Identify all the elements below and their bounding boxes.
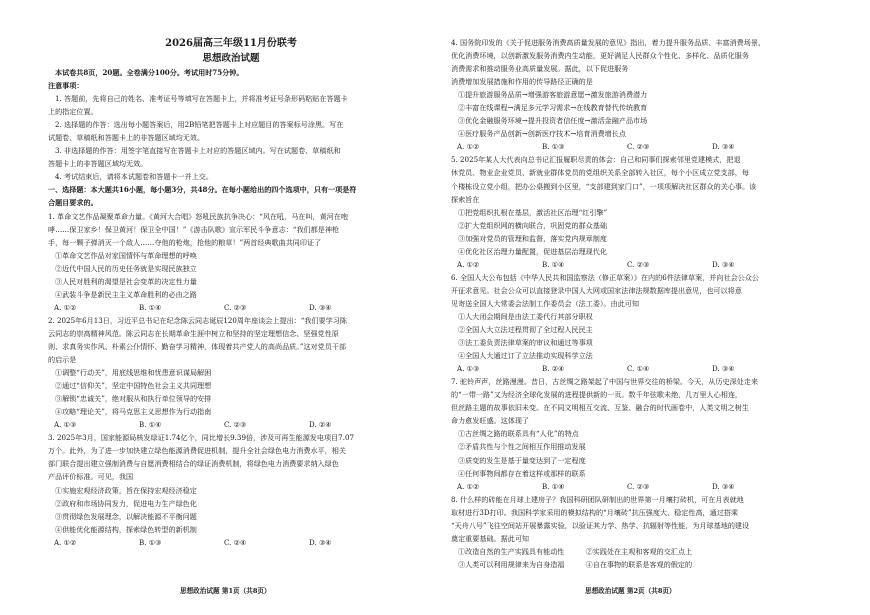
question-line: ④武装斗争是新民主主义革命胜利的必由之路 [55, 289, 197, 299]
question-1 [451, 36, 843, 153]
question-line: ②全国人大立法过程贯彻了全过程人民民主 [458, 325, 593, 335]
question-line: 的启示是 [48, 355, 77, 365]
question-line: 3. 2025年3月，国家能源局核发绿证1.74亿个，同比增长9.39倍，涉及可再生能源发电项目7.07 [48, 433, 354, 443]
answer-options [451, 480, 843, 493]
question-line: 2. 2025年6月13日，习近平总书记在纪念陈云同志诞辰120周年座谈会上提出：“我们要学习陈 [48, 315, 347, 325]
question-line: 1. 革命文艺作品凝聚革命力量。《黄河大合唱》怒吼民族抗争决心：“风在吼，马在叫，黄河在咆 [48, 211, 348, 221]
question-line: ①调整“行动关”，用底线思维和忧患意识谋局解困 [55, 368, 212, 378]
question-line: 探索旨在 [451, 194, 480, 204]
answer-option: A. ①② [457, 142, 480, 152]
question-line: ③人类可以利用规律来为自身造福 ④自在事物的联系是客观的假定的 [458, 559, 693, 569]
question-line: 则、求真务实作风、朴素公仆情怀、勤奋学习精神，体现着共产党人的高尚品质。”这对党员干部 [48, 341, 347, 351]
answer-option: B. ②④ [542, 364, 565, 374]
question-line: 优化消费环境，以创新激发服务消费内生动能，更好满足人民群众个性化、多样化、品质化服务 [451, 51, 749, 61]
answer-option: B. ①④ [542, 481, 565, 491]
question-line: ③优化金融服务环境→提升投资者信任度→激活金融产品市场 [458, 116, 648, 126]
question-line: ③人民对胜利的渴望是社会变革的决定性力量 [55, 276, 197, 286]
question-line: ③贯彻绿色发展理念，以解决能源不平衡问题 [55, 511, 197, 521]
question-line: 见寄送全国人大常委会法制工作委员会（法工委）。由此可知 [451, 298, 639, 308]
question-line: 5. 2025年某人大代表向总书记汇报履职尽责的体会：自己和同事们探索邻里党建模式，把退 [451, 155, 741, 165]
question-line: ④优化社区治理力量配置，促进基层治理现代化 [458, 246, 607, 256]
question-line: ①实施宏观经济政策，旨在保持宏观经济稳定 [55, 485, 197, 495]
question-line: ③加强对党员的管理和监督，落实党内规章制度 [458, 233, 607, 243]
answer-option: A. ①② [54, 302, 77, 312]
question-line: ①革命文艺作品对家国情怀与革命理想的呼唤 [55, 250, 197, 260]
question-4 [451, 375, 843, 492]
notes-header: 注意事项： [48, 81, 84, 91]
notes-list [48, 92, 414, 183]
question-1 [48, 210, 414, 314]
note-line: 上的指定位置。 [48, 107, 98, 117]
answer-option: C. ②③ [627, 259, 650, 269]
question-line: 万个。此外，为了进一步加快建立绿色能源消费促进机制，提升全社会绿色电力消费水平，相关 [48, 446, 346, 456]
question-line: 哮……保卫家乡！保卫黄河！保卫全中国！”《游击队歌》宣示军民斗争意志：“我们都是神枪 [48, 224, 340, 234]
answer-option: D. ③④ [309, 537, 332, 547]
answer-option: D. ③④ [712, 364, 735, 374]
answer-option: D. ③④ [712, 259, 735, 269]
question-line: 取材进行3D打印。我国科学家采用的模拟结构的“月壤砖”抗压强度大、稳定性高，通过搭乘 [451, 507, 739, 517]
question-line: ④任何事物间都存在着这样或那样的联系 [458, 468, 586, 478]
answer-option: B. ①④ [542, 259, 565, 269]
note-line: 试题卷、草稿纸和答题卡上的非答题区域均无效。 [48, 133, 205, 143]
answer-option: D. ③④ [309, 302, 332, 312]
answer-options [48, 536, 414, 549]
question-3 [451, 271, 843, 375]
question-list [451, 36, 843, 571]
question-line: ③解锁“忠诚关”，绝对服从和执行单位领导的安排 [55, 394, 212, 404]
answer-option: A. ①② [457, 481, 480, 491]
question-line: 的“一带一路”又为经济全球化发展的进程提供新的一页。数千年弦歌未绝，几万里人心相连， [451, 390, 743, 400]
answer-option: C. ②④ [224, 537, 247, 547]
question-line: 7. 驼铃声声，丝路漫漫。昔日，古丝绸之路架起了中国与世界交往的桥梁。今天，从历史深处走来 [451, 377, 758, 387]
answer-option: D. ③④ [712, 142, 735, 152]
question-line: 消费增加发展措施和作用的传导路径正确的是 [451, 77, 593, 87]
question-line: ②矛盾共性与个性之间相互作用推动发展 [458, 442, 586, 452]
question-line: ①提升旅游服务品质→增强游客旅游意愿→激发旅游消费潜力 [458, 90, 648, 100]
question-5 [451, 493, 843, 571]
question-2 [48, 314, 414, 431]
question-line: 开征求意见。社会公众可以直接登录中国人大网或国家法律法规数据库提出意见，也可以将意 [451, 285, 742, 295]
page-2 [435, 0, 870, 615]
page-footer: 思想政治试题 第1页（共8页） [180, 587, 271, 595]
answer-option: A. ①③ [457, 364, 480, 374]
answer-options [451, 140, 843, 153]
question-line: ④供能优化能源结构，探索绿色转型的新机制 [55, 524, 197, 534]
question-line: ①古丝绸之路的联系具有“人化”的特点 [458, 429, 579, 439]
question-line: ②政府和市场协同发力，促进电力生产绿色化 [55, 498, 197, 508]
section-one-heading-2: 合题目要求的。 [48, 198, 98, 208]
page-footer: 思想政治试题 第2页（共8页） [585, 587, 676, 595]
question-line: ④全国人大通过订了立法推动实现科学立法 [458, 351, 593, 361]
question-line: 4. 国务院印发的《关于促进服务消费高质量发展的意见》指出，着力提升服务品质、丰富消费场景、 [451, 38, 766, 47]
question-line: 手，每一颗子弹消灭一个敌人……夺他的枪炮，抢他的粮草！”两首经典歌曲共同印证了 [48, 237, 322, 247]
exam-subject: 思想政治试题 [202, 53, 260, 64]
question-line: 消费需求和推动服务业高质量发展。据此，以下促进服务 [451, 64, 629, 74]
note-line: 4. 考试结束后，请将本试题卷和答题卡一并上交。 [55, 172, 213, 182]
question-line: 6. 全国人大公布包括《中华人民共和国监察法（修正草案）》在内的6件法律草案，并向社会公众公 [451, 272, 759, 282]
question-line: ④医疗服务产品创新→创新医疗技术→培育消费增长点 [458, 129, 626, 139]
section-one-heading: 一、选择题：本大题共16小题，每小题3分，共48分。在每小题给出的四个选项中，只有一项是符 [48, 185, 357, 195]
note-line: 答题卡上的非答题区域均无效。 [48, 159, 148, 169]
question-line: 产品评价标准。可见，我国 [48, 472, 134, 482]
note-line: 2. 选择题的作答：选出每小题答案后，用2B铅笔把答题卡上对应题目的答案标号涂黑。写在 [55, 120, 344, 130]
question-line: ③法工委负责法律草案的审议和通过等事项 [458, 338, 593, 348]
question-2 [451, 153, 843, 270]
question-line: “天舟八号”飞往空间站开展暴露实验，以验证其力学、热学、抗辐射等性能，为月球基地的建设 [451, 520, 750, 530]
question-line: ②通过“信仰关”，坚定中国特色社会主义共同理想 [55, 381, 212, 391]
question-line: ②扩大党组织网的横向联合，巩固党的群众基础 [458, 220, 607, 230]
question-line: ②近代中国人民的历史任务就是实现民族独立 [55, 263, 197, 273]
exam-title: 2026届高三年级11月份联考 [165, 38, 297, 49]
question-line: 8. 什么样的砖能在月球上建房子？我国科研团队研制出的世界第一月壤打砖机，可在月表就地 [451, 494, 744, 504]
answer-option: C. ②③ [224, 302, 247, 312]
note-line: 1. 答题前，先将自己的姓名、准考证号等填写在答题卡上，并将准考证号条形码粘贴在答题卡 [55, 94, 348, 104]
answer-option: C. ②③ [224, 420, 247, 430]
answer-option: B. ①③ [542, 142, 565, 152]
question-line: 个楼栋设立党小组，把办公桌搬到小区里，“支部建到家门口”，一项项解决社区群众的关心事。该 [451, 181, 757, 191]
question-line: ①人大闭会期间是由法工委代行其部分职权 [458, 311, 593, 321]
question-line: 休党员、物业企业党员、新就业群体党员的党组织关系全部转入社区，每个小区成立党支部，每 [451, 168, 749, 178]
answer-option: B. ①④ [139, 420, 162, 430]
answer-option: D. ③④ [712, 481, 735, 491]
question-line: ①把党组织扎根在基层，激活社区治理“红引擎” [458, 207, 608, 217]
question-line: 命力愈发旺盛。这体现了 [451, 416, 530, 426]
exam-info: 本试卷共8页，20题。全卷满分100分。考试用时75分钟。 [55, 68, 244, 77]
answer-option: C. ②③ [627, 481, 650, 491]
question-3 [48, 431, 414, 548]
question-line: ①改造自然的生产实践具有能动性 ②实践处在主观和客观的交汇点上 [458, 546, 693, 556]
note-line: 3. 非选择题的作答：用签字笔直接写在答题卡上对应的答题区域内。写在试题卷、草稿纸和 [55, 146, 341, 156]
answer-option: A. ①② [457, 259, 480, 269]
page-2-content [451, 36, 843, 571]
answer-options [451, 258, 843, 271]
answer-option: C. ②③ [627, 142, 650, 152]
question-line: 但丝路主题的故事依旧未变。在不同文明相互交流、互鉴、融合的时代画卷中，人类文明之树生 [451, 403, 749, 413]
question-line: ③质变的发生是基于量变达到了一定程度 [458, 455, 586, 465]
page-1-content [48, 36, 414, 549]
question-line: 云同志的崇高精神风范。陈云同志在长期革命生涯中树立和坚持的坚定理想信念、坚强党性原 [48, 328, 339, 338]
answer-option: C. ①④ [627, 364, 650, 374]
question-line: ④攻略“理论关”，将马克思主义思想作为行动指南 [55, 407, 212, 417]
answer-options [451, 362, 843, 375]
answer-options [48, 301, 414, 314]
question-line: 部门联合提出建立强制消费与自愿消费相结合的绿证消费机制，将绿色电力消费要求纳入绿色 [48, 459, 339, 469]
answer-options [48, 418, 414, 431]
question-line: 奠定重要基础。据此可知 [451, 533, 530, 543]
answer-option: B. ①④ [139, 302, 162, 312]
answer-option: B. ①③ [139, 537, 162, 547]
question-line: ②丰富在线课程→满足多元学习需求→在线教育替代传统教育 [458, 103, 648, 113]
answer-option: D. ②④ [309, 420, 332, 430]
question-list [48, 210, 414, 549]
answer-option: A. ①② [54, 537, 77, 547]
answer-option: A. ①③ [54, 420, 77, 430]
